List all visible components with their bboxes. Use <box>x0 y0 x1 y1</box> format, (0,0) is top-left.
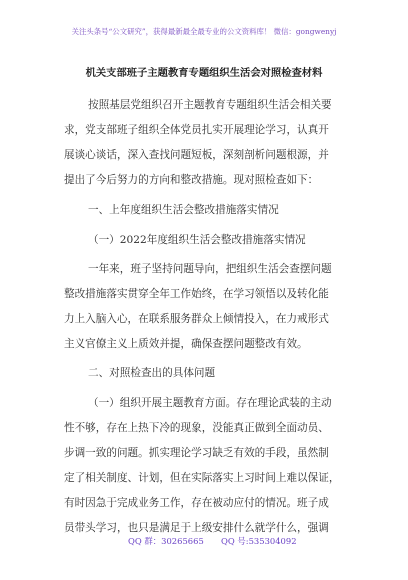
header-promo-note: 关注头条号“公文研究”，获得最新最全最专业的公文资料库！ 微信：gongwenyj <box>71 27 337 36</box>
body-line: 定了相关制度、计划，但在实际落实上习时间上难以保证， <box>64 472 340 484</box>
body-line: 按照基层党组织召开主题教育专题组织生活会相关要 <box>88 99 332 111</box>
footer-qq-group: QQ 群：30265665 <box>128 536 204 546</box>
body-line: 力上入脑入心，在联系服务群众上倾情投入，在力戒形式 <box>64 313 329 325</box>
body-line: 整改措施落实贯穿全年工作始终，在学习领悟以及转化能 <box>64 288 329 300</box>
footer-qq-number: QQ 号:535304092 <box>221 536 297 546</box>
section-heading: 一、上年度组织生活会整改措施落实情况 <box>88 204 279 216</box>
body-line: 性不够，存在上热下冷的现象，没能真正做到全面动员、 <box>64 422 329 434</box>
body-line: （一）组织开展主题教育方面。存在理论武装的主动 <box>88 397 332 409</box>
document-title: 机关支部班子主题教育专题组织生活会对照检查材料 <box>85 67 323 79</box>
body-line: 员带头学习，也只是满足于上级安排什么就学什么，强调 <box>64 522 329 534</box>
section-heading: 二、对照检查出的具体问题 <box>88 367 216 379</box>
body-line: 展谈心谈话，深入查找问题短板，深刻剖析问题根源，并 <box>64 149 329 161</box>
body-line: 一年来，班子坚持问题导向，把组织生活会查摆问题 <box>88 263 332 275</box>
body-line: 主义官僚主义上质效并提，确保查摆问题整改有效。 <box>64 338 308 350</box>
body-line: 求，党支部班子组织全体党员扎实开展理论学习，认真开 <box>64 124 329 136</box>
body-line: 提出了今后努力的方向和整改措施。现对照检查如下： <box>64 174 319 186</box>
body-line: 步调一致的问题。抓实理论学习缺乏有效的手段，虽然制 <box>64 447 329 459</box>
subsection-heading: （一）2022年度组织生活会整改措施落实情况 <box>88 234 306 246</box>
body-line: 有时因急于完成业务工作，存在被动应付的情况。班子成 <box>64 497 329 509</box>
